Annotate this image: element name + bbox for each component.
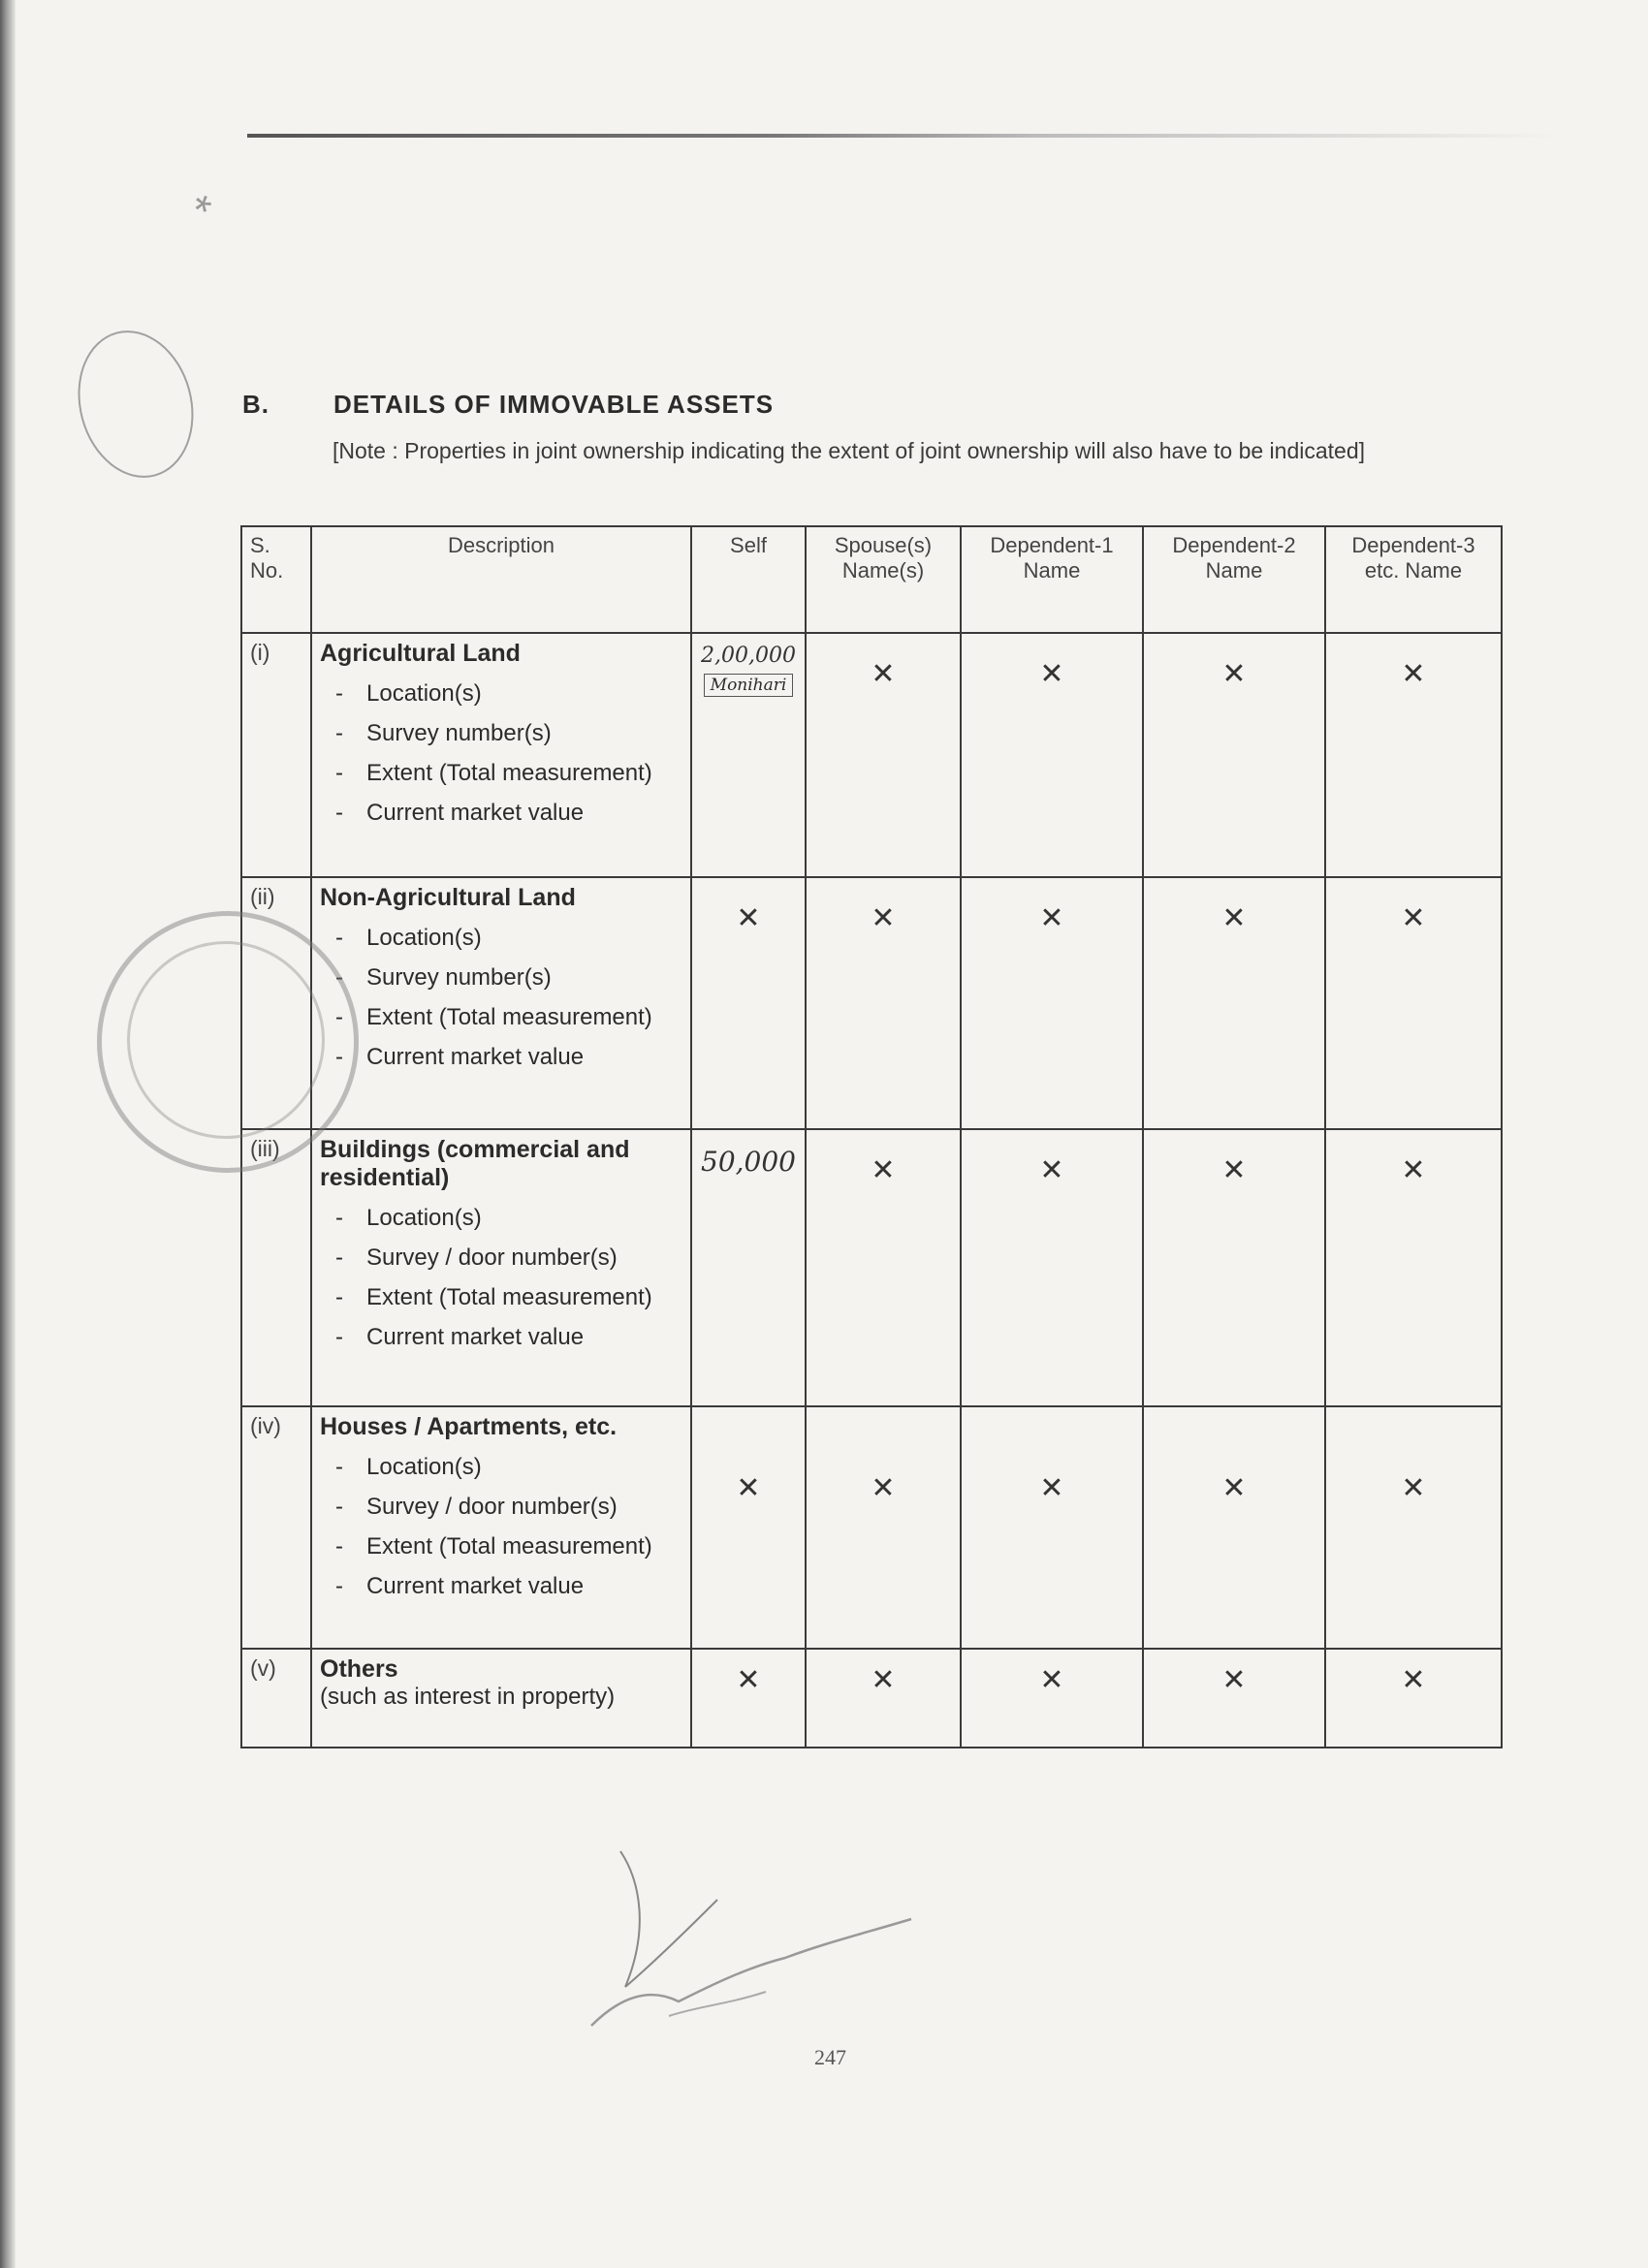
cell-self xyxy=(691,877,806,1129)
row-description xyxy=(311,1649,691,1748)
list-item: - Extent (Total measurement) xyxy=(332,997,682,1037)
list-item: - Survey number(s) xyxy=(332,713,682,753)
cell-dependent-2 xyxy=(1143,1406,1325,1649)
list-item: - Survey / door number(s) xyxy=(332,1238,682,1277)
table-row xyxy=(241,877,1502,1129)
cross-mark: ✕ xyxy=(1401,657,1426,691)
list-item: - Extent (Total measurement) xyxy=(332,1277,682,1317)
list-item: - Current market value xyxy=(332,1037,682,1077)
header-dependent-2: Dependent-2 Name xyxy=(1143,526,1325,633)
immovable-assets-table xyxy=(240,525,1503,1748)
handwritten-value: 2,00,000 xyxy=(701,644,796,668)
cross-mark: ✕ xyxy=(871,1663,896,1697)
cell-self xyxy=(691,1649,806,1748)
cross-mark: ✕ xyxy=(871,1471,896,1505)
table-row xyxy=(241,633,1502,877)
cross-mark: ✕ xyxy=(1039,657,1064,691)
header-dependent-3: Dependent-3 etc. Name xyxy=(1325,526,1502,633)
section-title: DETAILS OF IMMOVABLE ASSETS xyxy=(333,390,775,419)
cross-mark: ✕ xyxy=(1221,1663,1247,1697)
cross-mark: ✕ xyxy=(1221,1153,1247,1187)
cell-spouse xyxy=(806,1129,961,1406)
list-item: - Current market value xyxy=(332,1566,682,1606)
cross-mark: ✕ xyxy=(1039,901,1064,935)
cross-mark: ✕ xyxy=(871,1153,896,1187)
list-item: - Location(s) xyxy=(332,1447,682,1487)
row-subtitle: (such as interest in property) xyxy=(320,1684,616,1710)
cross-mark: ✕ xyxy=(1039,1663,1064,1697)
row-sno: (ii) xyxy=(241,877,311,1129)
cell-dependent-3 xyxy=(1325,877,1502,1129)
signature xyxy=(582,1842,931,2035)
cross-mark: ✕ xyxy=(736,1663,761,1697)
row-description xyxy=(311,877,691,1129)
row-sno: (i) xyxy=(241,633,311,877)
cross-mark: ✕ xyxy=(1039,1471,1064,1505)
page-number: 247 xyxy=(814,2045,846,2069)
row-item-list xyxy=(320,1447,682,1606)
cell-dependent-1 xyxy=(961,1649,1143,1748)
list-item: - Extent (Total measurement) xyxy=(332,753,682,793)
cell-self xyxy=(691,1406,806,1649)
section-note: [Note : Properties in joint ownership indicating the extent of joint ownership will also have to be indicated] xyxy=(333,438,1365,463)
cell-dependent-3 xyxy=(1325,1649,1502,1748)
cell-spouse xyxy=(806,633,961,877)
cross-mark: ✕ xyxy=(1221,657,1247,691)
list-item: - Location(s) xyxy=(332,674,682,713)
row-title: Agricultural Land xyxy=(320,640,521,667)
cross-mark: ✕ xyxy=(871,901,896,935)
cell-dependent-2 xyxy=(1143,1129,1325,1406)
handwritten-location: Monihari xyxy=(704,674,794,697)
cell-dependent-1 xyxy=(961,1406,1143,1649)
cell-dependent-3 xyxy=(1325,1129,1502,1406)
cell-dependent-1 xyxy=(961,1129,1143,1406)
cell-dependent-3 xyxy=(1325,1406,1502,1649)
row-item-list xyxy=(320,1198,682,1357)
cross-mark: ✕ xyxy=(1221,1471,1247,1505)
cross-mark: ✕ xyxy=(1401,1153,1426,1187)
cross-mark: ✕ xyxy=(1221,901,1247,935)
row-description xyxy=(311,633,691,877)
row-title: Non-Agricultural Land xyxy=(320,884,576,911)
cell-self xyxy=(691,633,806,877)
row-description xyxy=(311,1406,691,1649)
list-item: - Survey / door number(s) xyxy=(332,1487,682,1527)
row-title: Buildings (commercial and residential) xyxy=(320,1136,630,1191)
cross-mark: ✕ xyxy=(1401,901,1426,935)
cell-spouse xyxy=(806,1649,961,1748)
list-item: - Survey number(s) xyxy=(332,958,682,997)
cross-mark: ✕ xyxy=(1401,1471,1426,1505)
scan-edge xyxy=(0,0,16,2268)
row-item-list xyxy=(320,674,682,833)
handwritten-value: 50,000 xyxy=(701,1146,796,1178)
row-item-list xyxy=(320,918,682,1077)
margin-circle-mark xyxy=(62,318,209,491)
table-row xyxy=(241,1129,1502,1406)
cell-dependent-1 xyxy=(961,633,1143,877)
section-letter: B. xyxy=(242,390,269,419)
cross-mark: ✕ xyxy=(1039,1153,1064,1187)
cell-dependent-2 xyxy=(1143,633,1325,877)
cell-dependent-3 xyxy=(1325,633,1502,877)
cell-self xyxy=(691,1129,806,1406)
list-item: - Current market value xyxy=(332,793,682,833)
list-item: - Current market value xyxy=(332,1317,682,1357)
cell-dependent-2 xyxy=(1143,877,1325,1129)
row-description xyxy=(311,1129,691,1406)
list-item: - Location(s) xyxy=(332,918,682,958)
row-title: Houses / Apartments, etc. xyxy=(320,1413,618,1440)
cell-spouse xyxy=(806,1406,961,1649)
list-item: - Extent (Total measurement) xyxy=(332,1527,682,1566)
table-row xyxy=(241,1406,1502,1649)
cell-dependent-2 xyxy=(1143,1649,1325,1748)
header-dependent-1: Dependent-1 Name xyxy=(961,526,1143,633)
cross-mark: ✕ xyxy=(736,1471,761,1505)
cross-mark: ✕ xyxy=(871,657,896,691)
header-description: Description xyxy=(311,526,691,633)
header-spouse: Spouse(s) Name(s) xyxy=(806,526,961,633)
header-self: Self xyxy=(691,526,806,633)
asterisk-mark: * xyxy=(183,183,218,237)
header-rule xyxy=(247,134,1556,138)
row-title: Others xyxy=(320,1655,398,1683)
row-sno: (iii) xyxy=(241,1129,311,1406)
cell-spouse xyxy=(806,877,961,1129)
row-sno: (iv) xyxy=(241,1406,311,1649)
cell-dependent-1 xyxy=(961,877,1143,1129)
table-header-row xyxy=(241,526,1502,633)
table-row xyxy=(241,1649,1502,1748)
row-sno: (v) xyxy=(241,1649,311,1748)
header-sno: S. No. xyxy=(241,526,311,633)
cross-mark: ✕ xyxy=(736,901,761,935)
cross-mark: ✕ xyxy=(1401,1663,1426,1697)
list-item: - Location(s) xyxy=(332,1198,682,1238)
